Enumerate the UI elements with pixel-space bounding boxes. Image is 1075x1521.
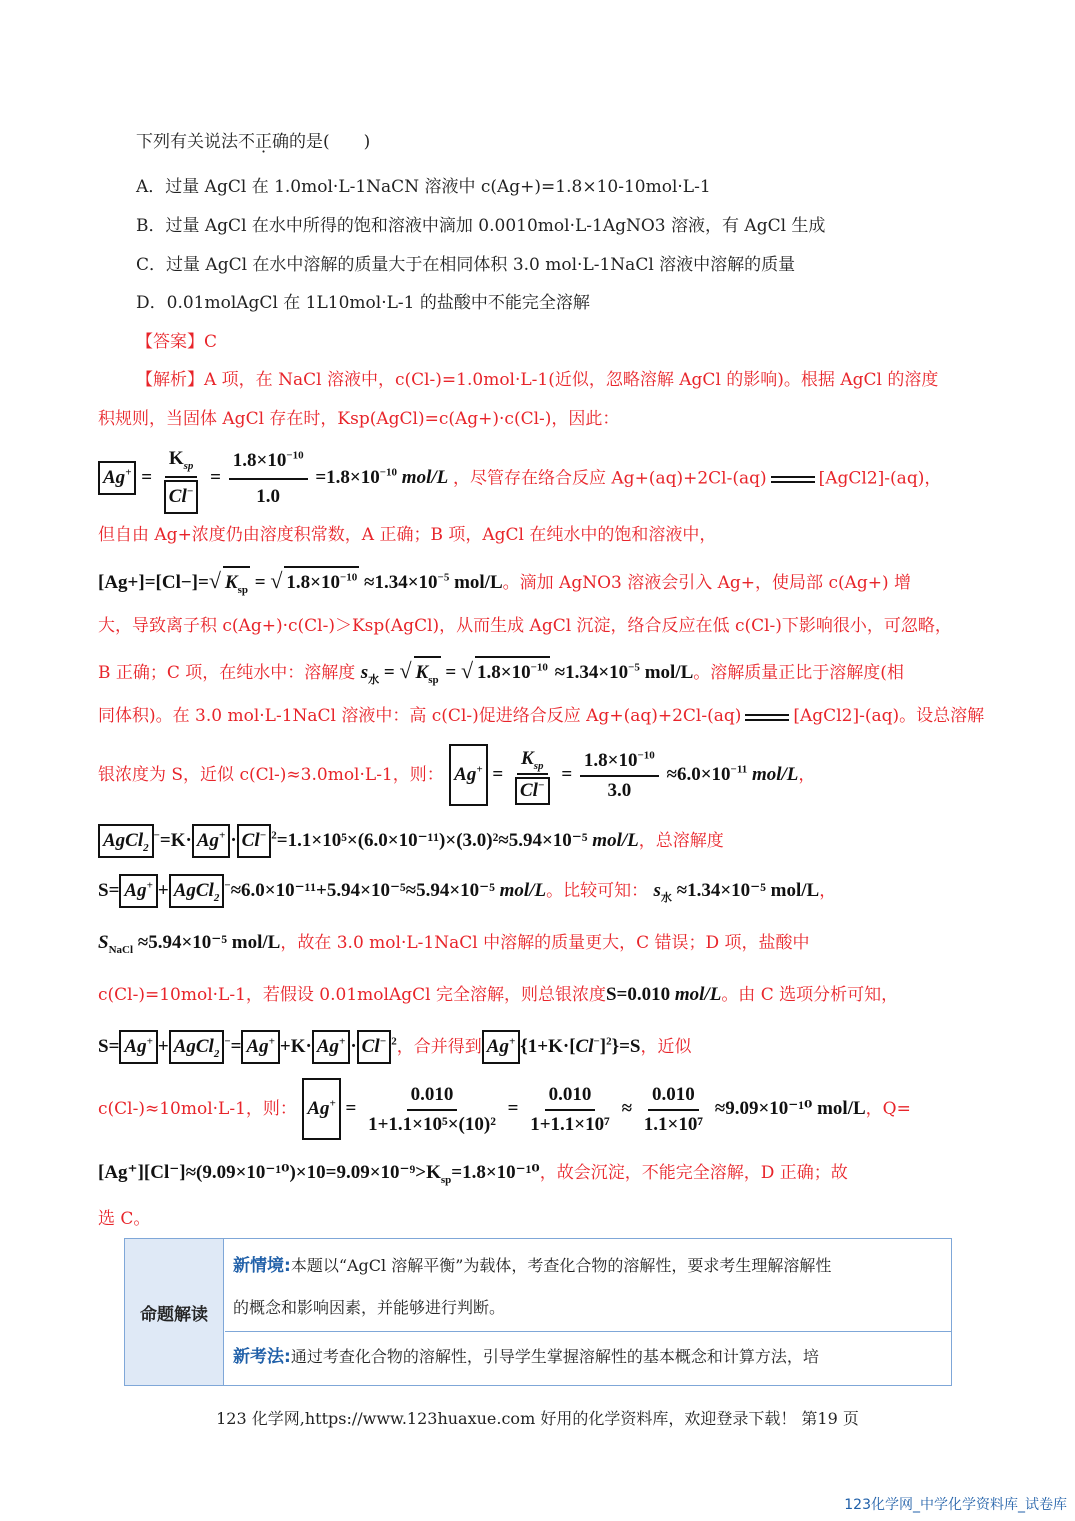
option-b: B．过量 AgCl 在水中所得的饱和溶液中滴加 0.0010mol·L-1AgNO3 溶液，有 AgCl 生成 xyxy=(136,216,826,236)
analysis-line-12: $S_{NaCl} \approx 5.94\times 10^{-5}$ mol/L，故在 3.0 mol·L-1NaCl 中溶解的质量更大，C 错误；D 项，盐酸中 xyxy=(98,932,810,956)
equation-ag-10m: Ag+ = $\frac{0.010}{\text{1+1.1×10⁵×(10)²}}$ = $\frac{0.010}{\text{1+1.1×10⁷}}$ ≈ $\frac{0.010}{\text{1.1×10⁷}}$ ≈9.09×10⁻¹⁰ mol/L xyxy=(302,1098,865,1119)
analysis-line-7: B 正确；C 项，在纯水中：溶解度 $s_水$ = √ $K_{sp}$ = √ $1.8\times 10^{-10} \approx 1.34\times 10^{-5}$ mol/L。溶解质量正比于溶解度(相 xyxy=(98,656,904,688)
analysis-line-3: Ag+ = $\frac{K_{sp}}{Cl^-}$ = $\frac{1.8\times 10^{-10}}{1.0}$ $=1.8\times 10^{-10}$ mol/L ，尽管存在络合反应 Ag+(aq)+2Cl-(aq) [AgCl2]-(aq)， xyxy=(98,444,941,514)
equation-ag-ksp: Ag+ = $\frac{K_{sp}}{Cl^-}$ = $\frac{1.8\times 10^{-10}}{1.0}$ $=1.8\times 10^{-10}$ mol/L xyxy=(98,467,453,488)
analysis-line-4: 但自由 Ag+浓度仍由溶度积常数，A 正确；B 项，AgCl 在纯水中的饱和溶液中， xyxy=(98,525,717,545)
analysis-line-2: 积规则，当固体 AgCl 存在时，Ksp(AgCl)=c(Ag+)·c(Cl-)，因此： xyxy=(98,409,620,429)
analysis-line-13: c(Cl-)=10mol·L-1，若假设 0.01molAgCl 完全溶解，则总银浓度S=0.010 mol/L。由 C 选项分析可知， xyxy=(98,984,899,1005)
table-side-label: 命题解读 xyxy=(125,1239,224,1385)
analysis-line-8: 同体积)。在 3.0 mol·L-1NaCl 溶液中：高 c(Cl-)促进络合反应 Ag+(aq)+2Cl-(aq) [AgCl2]-(aq)。设总溶解 xyxy=(98,706,985,726)
analysis-line-5: [Ag+]=[Cl−]=√ $K_{sp}$ = √ $1.8\times 10^{-10} \approx 1.34\times 10^{-5}$ mol/L。滴加 AgNO3 溶液会引入 Ag+，使局部 c(Ag+) 增 xyxy=(98,566,911,598)
question-stem: 下列有关说法不正确的是( ) xyxy=(136,132,371,152)
analysis-line-14: S= Ag+ + AgCl$_2$−= Ag+ +K· Ag+ · Cl− $^2$，合并得到 Ag+ $\{1+K\cdot[Cl^-]^2\}=S$，近似 xyxy=(98,1030,691,1064)
table-row-new-method: 新考法:通过考查化合物的溶解性，引导学生掌握溶解性的基本概念和计算方法，培 xyxy=(233,1347,819,1367)
equation-s-nacl: $S_{NaCl} \approx 5.94\times 10^{-5}$ mol/L xyxy=(98,932,281,956)
site-watermark[interactable]: 123化学网_中学化学资料库_试卷库 xyxy=(844,1497,1067,1513)
answer-label: 【答案】C xyxy=(136,332,218,352)
equation-s-sum: S= Ag+ + AgCl$_2$−= Ag+ +K· Ag+ · Cl− $^2$ xyxy=(98,1036,397,1057)
option-d: D．0.01molAgCl 在 1L10mol·L-1 的盐酸中不能完全溶解 xyxy=(136,293,590,313)
analysis-line-16: $[Ag^+][Cl^-]\approx(9.09\times 10^{-10})\times 10=9.09\times 10^{-9}>K_{sp}=1.8\times 10^{-10}$，故会沉淀，不能完全溶解，D 正确；故 xyxy=(98,1162,848,1186)
option-c: C．过量 AgCl 在水中溶解的质量大于在相同体积 3.0 mol·L-1NaCl 溶液中溶解的质量 xyxy=(136,255,796,275)
option-a: A．过量 AgCl 在 1.0mol·L-1NaCN 溶液中 c(Ag+)=1.8×10-10mol·L-1 xyxy=(136,177,711,197)
analysis-line-10: AgCl$_2$−=K· Ag+ · Cl− $^2$=1.1×10⁵×(6.0×10⁻¹¹)×(3.0)²≈5.94×10⁻⁵ mol/L，总溶解度 xyxy=(98,824,724,858)
equation-solubility-water: $s_水$ = √ $K_{sp}$ = √ $1.8\times 10^{-10} \approx 1.34\times 10^{-5}$ mol/L xyxy=(361,662,694,683)
analysis-line-17: 选 C。 xyxy=(98,1209,151,1229)
equation-q: $[Ag^+][Cl^-]\approx(9.09\times 10^{-10})\times 10=9.09\times 10^{-9}>K_{sp}=1.8\times 10^{-10}$ xyxy=(98,1162,540,1186)
equation-sqrt-ksp: [Ag+]=[Cl−]=√ $K_{sp}$ = √ $1.8\times 10^{-10} \approx 1.34\times 10^{-5}$ mol/L xyxy=(98,572,503,593)
equilibrium-arrow xyxy=(771,474,815,484)
analysis-line-9: 银浓度为 S，近似 c(Cl-)≈3.0mol·L-1，则： Ag+ = $\frac{K_{sp}}{Cl^-}$ = $\frac{1.8\times 10^{-10}}{3.0}$ $\approx 6.0\times 10^{-11}$ mol/L， xyxy=(98,744,815,806)
emphasis-dots: 不正确 xyxy=(238,132,289,152)
analysis-line-6: 大，导致离子积 c(Ag+)·c(Cl-)＞Ksp(AgCl)，从而生成 AgCl 沉淀，络合反应在低 c(Cl-)下影响很小，可忽略， xyxy=(98,616,952,636)
equilibrium-arrow xyxy=(745,712,789,722)
equation-ag-3m: Ag+ = $\frac{K_{sp}}{Cl^-}$ = $\frac{1.8\times 10^{-10}}{3.0}$ $\approx 6.0\times 10^{-11}$ mol/L xyxy=(449,764,798,785)
table-row-new-context: 新情境:本题以“AgCl 溶解平衡”为载体，考查化合物的溶解性，要求考生理解溶解性 的概念和影响因素，并能够进行判断。 xyxy=(225,1239,951,1332)
interpretation-table xyxy=(124,1238,952,1386)
analysis-line-1: 【解析】A 项，在 NaCl 溶液中，c(Cl-)=1.0mol·L-1(近似，忽略溶解 AgCl 的影响)。根据 AgCl 的溶度 xyxy=(136,370,939,390)
equation-total-s: S= Ag+ + AgCl$_2$−≈6.0×10⁻¹¹+5.94×10⁻⁵≈5.94×10⁻⁵ mol/L xyxy=(98,880,546,901)
page-footer: 123 化学网,https://www.123huaxue.com 好用的化学资料库，欢迎登录下载！ 第19 页 xyxy=(216,1409,859,1428)
equation-agcl2: AgCl$_2$−=K· Ag+ · Cl− $^2$=1.1×10⁵×(6.0×10⁻¹¹)×(3.0)²≈5.94×10⁻⁵ mol/L xyxy=(98,830,639,851)
analysis-line-15: c(Cl-)≈10mol·L-1，则： Ag+ = $\frac{0.010}{\text{1+1.1×10⁵×(10)²}}$ = $\frac{0.010}{\text{1+1.1×10⁷}}$ ≈ $\frac{0.010}{\text{1.1×10⁷}}$ ≈9.09×10⁻¹⁰ mol/L，Q= xyxy=(98,1078,911,1140)
analysis-line-11: S= Ag+ + AgCl$_2$−≈6.0×10⁻¹¹+5.94×10⁻⁵≈5.94×10⁻⁵ mol/L。比较可知： $s_水 \approx 1.34\times 10^{-5}$ mol/L， xyxy=(98,874,836,908)
